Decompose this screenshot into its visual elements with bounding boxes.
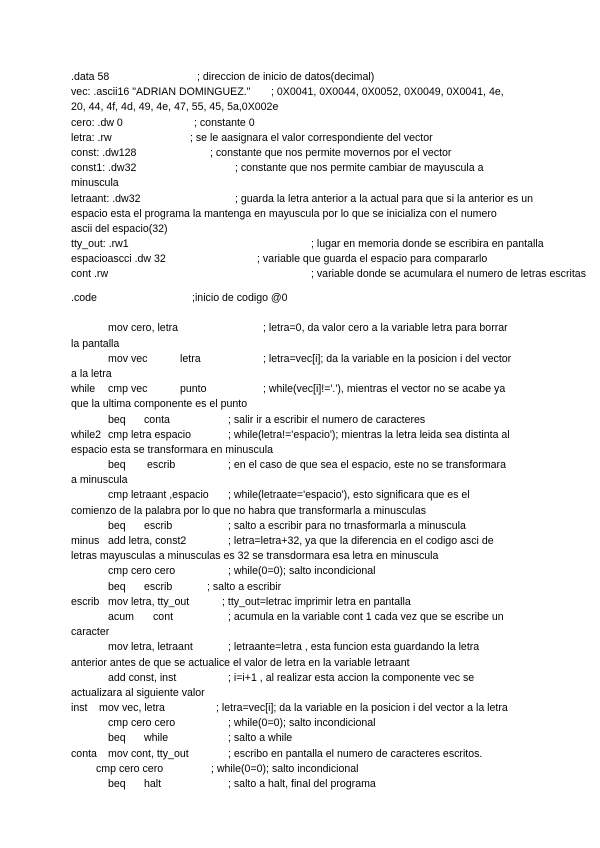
- comment: ; en el caso de que sea el espacio, este no se transformara: [228, 459, 506, 472]
- comment-cont: que la ultima componente es el punto: [71, 398, 248, 411]
- instruction: mov vec, letra: [99, 702, 165, 715]
- letraant-declaration-line: [71, 192, 531, 207]
- operand: conta: [144, 413, 170, 426]
- code-line: [71, 352, 531, 367]
- code-line: [71, 716, 531, 731]
- code-line-cont: [71, 337, 531, 352]
- comment: ; salto a halt, final del programa: [228, 778, 376, 790]
- comment: ; letra=0, da valor cero a la variable letra para borrar: [263, 322, 508, 335]
- instruction: add letra, const2: [108, 535, 187, 547]
- data-section: [71, 70, 586, 283]
- cont-declaration: cont .rw: [71, 268, 109, 281]
- comment: ; letra=letra+32, ya que la diferencia en el codigo asci de: [228, 535, 494, 547]
- instruction: mov cont, tty_out: [108, 747, 189, 760]
- const1-declaration: const1: .dw32: [71, 162, 137, 175]
- comment-cont: a minuscula: [71, 474, 128, 487]
- vec-comment-cont: 20, 44, 4f, 4d, 49, 4e, 47, 55, 45, 5a,0X002e: [71, 101, 279, 114]
- letraant-comment: ; guarda la letra anterior a la actual para que si la anterior es un: [235, 192, 533, 205]
- comment: ; escribo en pantalla el numero de caracteres escritos.: [228, 747, 483, 760]
- code-line-cont: [71, 473, 531, 488]
- comment-cont: letras mayusculas a minusculas es 32 se transdormara esa letra en minuscula: [71, 550, 439, 563]
- code-line: [71, 701, 531, 716]
- vec-comment-continuation: [71, 100, 531, 115]
- code-line-cont: [71, 549, 531, 564]
- instruction: beq: [108, 413, 126, 426]
- comment: ; tty_out=letrac imprimir letra en pantalla: [222, 595, 411, 608]
- instruction: cmp cero cero: [96, 762, 164, 775]
- instruction: cmp cero cero: [108, 565, 176, 578]
- code-line: [71, 731, 531, 746]
- comment: ; letra=vec[i]; da la variable en la posicion i del vector: [263, 352, 512, 365]
- code-line: [71, 382, 531, 397]
- tty-comment: ; lugar en memoria donde se escribira en pantalla: [311, 238, 544, 251]
- code-line-cont: [71, 686, 531, 701]
- cont-comment: ; variable donde se acumulara el numero de letras escritas: [311, 268, 586, 281]
- code-line-cont: [71, 367, 531, 382]
- instruction: mov cero, letra: [108, 322, 179, 335]
- label: escrib: [71, 595, 100, 608]
- instruction: mov vec: [108, 352, 148, 365]
- code-line: [71, 580, 531, 595]
- data-directive-comment: ; direccion de inicio de datos(decimal): [197, 71, 375, 83]
- instruction: beq: [108, 778, 126, 790]
- data-directive: .data 58: [71, 71, 110, 83]
- code-line: [71, 519, 531, 534]
- vec-declaration-line: [71, 85, 531, 100]
- instruction: beq: [108, 732, 126, 745]
- comment: ; salto a escribir para no trnasformarla a minuscula: [228, 519, 466, 532]
- code-line-cont: [71, 656, 531, 671]
- instruction: mov letra, tty_out: [108, 595, 190, 608]
- comment-cont: espacio esta se transformara en minuscula: [71, 443, 273, 456]
- code-line: [71, 671, 531, 686]
- comment: ; while(letra!='espacio'); mientras la letra leida sea distinta al: [228, 428, 510, 441]
- cero-comment: ; constante 0: [194, 116, 255, 129]
- label: while2: [71, 428, 102, 441]
- code-directive-line: [71, 291, 531, 306]
- letra-declaration-line: [71, 131, 531, 146]
- instruction: mov letra, letraant: [108, 641, 193, 654]
- comment: ; while(vec[i]!='.'), mientras el vector no se acabe ya: [263, 383, 506, 396]
- code-line: [71, 534, 531, 549]
- code-line: [71, 640, 531, 655]
- code-line: [71, 777, 531, 792]
- code-line-cont: [71, 443, 531, 458]
- instruction: add const, inst: [108, 671, 177, 684]
- code-directive-comment: ;inicio de codigo @0: [192, 292, 288, 304]
- instruction: beq: [108, 580, 126, 593]
- comment: ; while(0=0); salto incondicional: [211, 762, 359, 775]
- espacio-comment: ; variable que guarda el espacio para compararlo: [257, 253, 488, 266]
- vec-comment: ; 0X0041, 0X0044, 0X0052, 0X0049, 0X0041, 4e,: [271, 86, 504, 99]
- operand: punto: [180, 383, 207, 396]
- code-line-cont: [71, 625, 531, 640]
- comment: ; letra=vec[i]; da la variable en la posicion i del vector a la letra: [216, 702, 508, 715]
- const1-comment: ; constante que nos permite cambiar de mayuscula a: [235, 162, 484, 175]
- comment: ; i=i+1 , al realizar esta accion la componente vec se: [228, 671, 475, 684]
- instruction: cmp letraant ,espacio: [108, 489, 209, 502]
- letraant-comment-cont-1: espacio esta el programa la mantenga en mayuscula por lo que se inicializa con el numero: [71, 207, 497, 220]
- const-declaration-line: [71, 146, 531, 161]
- comment-cont: caracter: [71, 626, 110, 639]
- code-line: [71, 762, 531, 777]
- comment-cont: la pantalla: [71, 337, 120, 350]
- data-directive-line: [71, 70, 531, 85]
- instruction: beq: [108, 519, 126, 532]
- letraant-comment-continuation-1: [71, 207, 531, 222]
- code-line-cont: [71, 397, 531, 412]
- operand: letra: [180, 352, 201, 365]
- const-comment: ; constante que nos permite movernos por el vector: [210, 146, 452, 159]
- code-line: [71, 458, 531, 473]
- instruction: acum: [108, 610, 134, 623]
- letra-declaration: letra: .rw: [71, 131, 112, 144]
- tty-declaration: tty_out: .rw1: [71, 238, 129, 251]
- comment: ; while(0=0); salto incondicional: [228, 565, 376, 578]
- comment: ; salto a while: [228, 732, 293, 745]
- espacio-declaration-line: [71, 252, 531, 267]
- comment-cont: actualizara al siguiente valor: [71, 686, 205, 699]
- instruction: cmp letra espacio: [108, 428, 192, 441]
- code-line: [71, 488, 531, 503]
- comment: ; salto a escribir: [207, 580, 282, 593]
- label: minus: [71, 535, 100, 547]
- letraant-comment-continuation-2: [71, 222, 531, 237]
- code-line: [71, 595, 531, 610]
- vec-declaration: vec: .ascii16 "ADRIAN DOMINGUEZ.": [71, 86, 251, 99]
- cero-declaration-line: [71, 116, 531, 131]
- blank-line: [71, 306, 531, 321]
- const1-declaration-line: [71, 161, 531, 176]
- const1-comment-cont: minuscula: [71, 177, 119, 190]
- label: inst: [71, 702, 88, 715]
- comment: ; while(0=0); salto incondicional: [228, 717, 376, 730]
- code-section: [71, 291, 531, 792]
- code-line: [71, 747, 531, 762]
- code-line: [71, 321, 531, 336]
- label: conta: [71, 747, 97, 760]
- instruction: cmp vec: [108, 383, 148, 396]
- letra-comment: ; se le aasignara el valor correspondiente del vector: [190, 131, 433, 144]
- comment-cont: a la letra: [71, 367, 112, 380]
- const-declaration: const: .dw128: [71, 146, 137, 159]
- code-directive: .code: [71, 292, 97, 304]
- label: while: [71, 383, 96, 396]
- cero-declaration: cero: .dw 0: [71, 116, 123, 129]
- letraant-comment-cont-2: ascii del espacio(32): [71, 222, 168, 235]
- instruction: beq: [108, 459, 126, 472]
- cont-declaration-line: [71, 267, 586, 282]
- comment: ; salir ir a escribir el numero de caracteres: [228, 413, 426, 426]
- operand: cont: [153, 610, 174, 623]
- const1-comment-continuation: [71, 176, 531, 191]
- comment: ; while(letraate='espacio'), esto significara que es el: [228, 489, 470, 502]
- operand: halt: [144, 778, 162, 790]
- comment-cont: comienzo de la palabra por lo que no habra que transformarla a minusculas: [71, 504, 427, 517]
- code-line: [71, 564, 531, 579]
- operand: escrib: [144, 519, 173, 532]
- letraant-declaration: letraant: .dw32: [71, 192, 141, 205]
- code-line: [71, 428, 531, 443]
- code-line-cont: [71, 504, 531, 519]
- comment-cont: anterior antes de que se actualice el valor de letra en la variable letraant: [71, 656, 410, 669]
- comment: ; letraante=letra , esta funcion esta guardando la letra: [228, 641, 480, 654]
- code-line: [71, 610, 531, 625]
- instruction: cmp cero cero: [108, 717, 176, 730]
- espacio-declaration: espacioascci .dw 32: [71, 253, 166, 266]
- code-line: [71, 413, 531, 428]
- operand: while: [144, 732, 169, 745]
- tty-declaration-line: [71, 237, 544, 252]
- operand: escrib: [147, 459, 176, 472]
- operand: escrib: [144, 580, 173, 593]
- comment: ; acumula en la variable cont 1 cada vez que se escribe un: [228, 610, 504, 623]
